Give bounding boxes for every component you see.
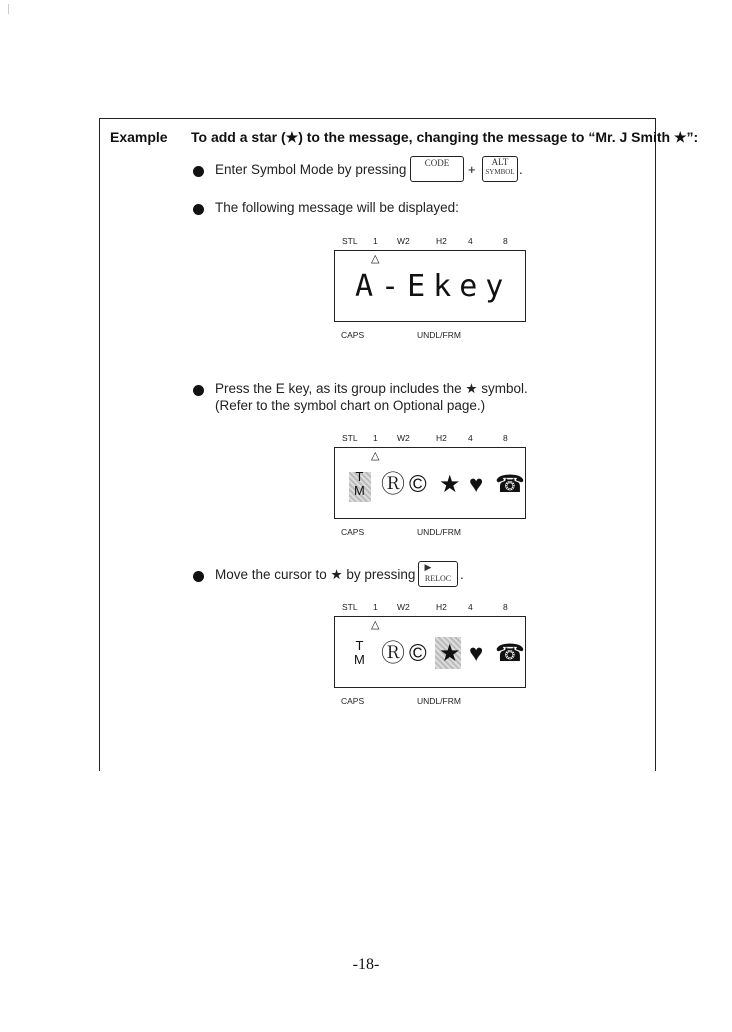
status-w2: W2 bbox=[397, 602, 410, 612]
cursor-triangle-icon: △ bbox=[371, 450, 380, 462]
edge-mark bbox=[8, 4, 9, 14]
copyright-icon: © bbox=[409, 471, 427, 498]
status-h2: H2 bbox=[436, 433, 447, 443]
bullet-icon bbox=[193, 204, 204, 215]
lcd-display-2 bbox=[334, 447, 526, 519]
example-heading: To add a star (★) to the message, changing the message to “Mr. J Smith ★”: bbox=[191, 129, 699, 145]
star-icon: ★ bbox=[439, 640, 461, 667]
status-h2: H2 bbox=[436, 602, 447, 612]
status-4: 4 bbox=[468, 236, 473, 246]
bullet-icon bbox=[193, 571, 204, 582]
bullet-icon bbox=[193, 166, 204, 177]
star-icon: ★ bbox=[439, 471, 461, 498]
status-8: 8 bbox=[503, 433, 508, 443]
reloc-key: ▶ RELOC bbox=[418, 561, 458, 587]
alt-symbol-key: ALT SYMBOL bbox=[482, 156, 518, 182]
registered-icon: Ⓡ bbox=[381, 640, 405, 667]
status-caps: CAPS bbox=[341, 330, 365, 340]
status-w2: W2 bbox=[397, 433, 410, 443]
heart-icon: ♥ bbox=[469, 471, 484, 498]
heart-icon: ♥ bbox=[469, 640, 484, 667]
status-w2: W2 bbox=[397, 236, 410, 246]
copyright-icon: © bbox=[409, 640, 427, 667]
status-undl: UNDL/FRM bbox=[417, 696, 461, 706]
cursor-triangle-icon: △ bbox=[371, 253, 380, 265]
step4-text: Move the cursor to ★ by pressing bbox=[215, 567, 416, 582]
example-label: Example bbox=[110, 129, 168, 145]
code-key: CODE bbox=[410, 156, 464, 182]
registered-icon: Ⓡ bbox=[381, 471, 405, 498]
status-undl: UNDL/FRM bbox=[417, 330, 461, 340]
step4-period: . bbox=[460, 567, 464, 582]
status-4: 4 bbox=[468, 433, 473, 443]
status-1: 1 bbox=[373, 433, 378, 443]
status-1: 1 bbox=[373, 602, 378, 612]
status-stl: STL bbox=[342, 433, 358, 443]
plus-sign: + bbox=[468, 162, 476, 177]
telephone-icon: ☎ bbox=[495, 471, 525, 498]
lcd-text: A-Ekey bbox=[355, 269, 512, 304]
status-undl: UNDL/FRM bbox=[417, 527, 461, 537]
step1-period: . bbox=[519, 162, 523, 177]
page-number: -18- bbox=[352, 956, 380, 973]
trademark-icon: T M bbox=[354, 638, 365, 667]
telephone-icon: ☎ bbox=[495, 640, 525, 667]
bullet-icon bbox=[193, 385, 204, 396]
step3-line2: (Refer to the symbol chart on Optional page.) bbox=[215, 398, 486, 413]
lcd-display-3 bbox=[334, 616, 526, 688]
status-8: 8 bbox=[503, 602, 508, 612]
trademark-icon: T M bbox=[354, 469, 365, 498]
status-caps: CAPS bbox=[341, 527, 365, 537]
step3-line1: Press the E key, as its group includes the ★ symbol. bbox=[215, 381, 528, 396]
status-stl: STL bbox=[342, 236, 358, 246]
step1-text: Enter Symbol Mode by pressing bbox=[215, 162, 407, 177]
status-1: 1 bbox=[373, 236, 378, 246]
lcd-display-1 bbox=[334, 250, 526, 322]
status-stl: STL bbox=[342, 602, 358, 612]
status-caps: CAPS bbox=[341, 696, 365, 706]
cursor-triangle-icon: △ bbox=[371, 619, 380, 631]
status-4: 4 bbox=[468, 602, 473, 612]
status-h2: H2 bbox=[436, 236, 447, 246]
step2-text: The following message will be displayed: bbox=[215, 200, 459, 215]
status-8: 8 bbox=[503, 236, 508, 246]
